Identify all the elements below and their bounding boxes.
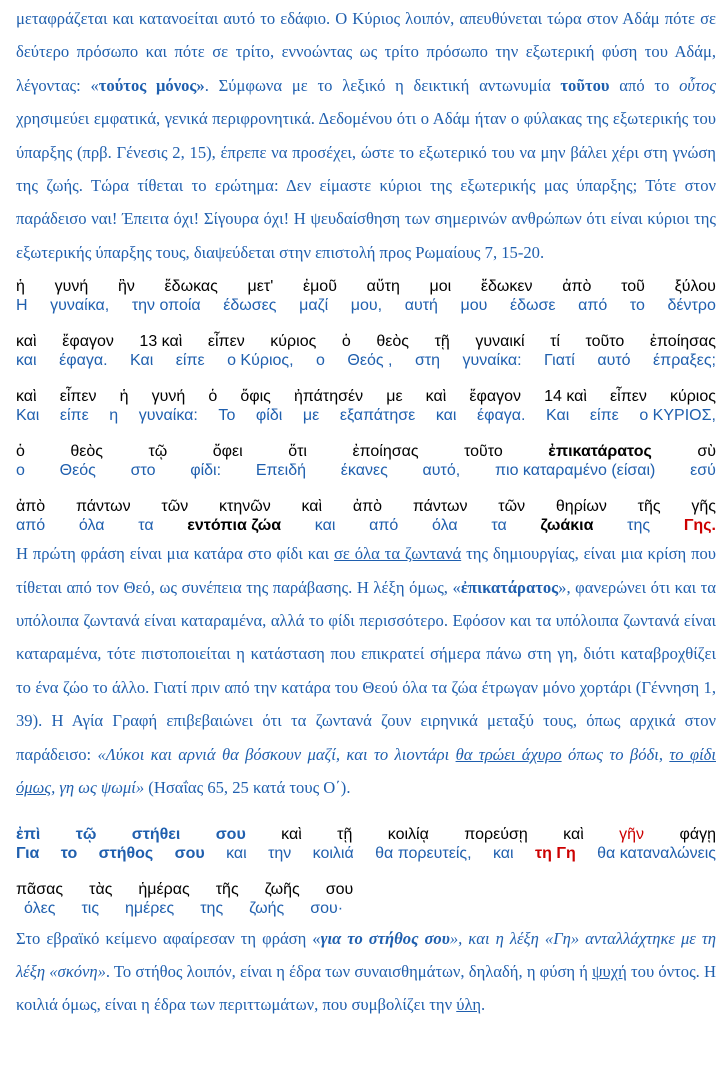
modern-word: Θεός , [347, 352, 393, 370]
greek-word: πορεύσῃ [464, 825, 528, 843]
greek-word-bold: ἐπὶ [16, 825, 41, 843]
greek-word: πάντων [75, 498, 131, 516]
modern-word: δέντρο [667, 297, 716, 315]
modern-word: είπε [589, 407, 619, 425]
greek-word: ἡ [119, 388, 129, 406]
text: του όντος. Η κοιλιά όμως, είναι η έδρα των περιττωμάτων, που συμβολίζει την [16, 961, 716, 1015]
text: . Σύμφωνα με το λεξικό η δεικτική αντωνυμία [204, 75, 561, 95]
underlined-text: ύλη [456, 995, 482, 1015]
italic-underlined-text: θα τρώει άχυρο [455, 744, 562, 764]
text: χρησιμεύει εμφατικά, γενικά περιφρονητικά. Δεδομένου ότι ο Αδάμ ήταν ο φύλακας της εξωτερικής του ύπαρξης (πρβ. Γένεσις 2, 15), έπρεπε να προσέχει, ώστε το εξωτερικό του να μην βάλει χέρι στη γνώση της ζωής. Τώρα τίθεται το ερώτημα: Δεν είμαστε κύριοι της εξωτερικής μας ύπαρξης; Τότε στον παράδεισο ναι! Έπειτα όχι! Σίγουρα όχι! Η ψευδαίσθηση των σημερινών ανθρώπων ότι είναι κύριοι της εξωτερικής ύπαρξης τους, διαψεύδεται στην επιστολή προς Ρωμαίους 7, 15-20. [16, 109, 716, 262]
modern-word: το [629, 297, 645, 315]
greek-word-bold: στήθει [131, 825, 181, 843]
modern-word: τις [81, 899, 100, 917]
greek-row [16, 387, 716, 406]
greek-word: τῇ [434, 333, 450, 351]
greek-word: καὶ [281, 825, 302, 843]
greek-word: κτηνῶν [219, 498, 271, 516]
greek-word: καὶ [16, 333, 37, 351]
greek-word: κύριος [270, 333, 317, 351]
modern-word: στη [414, 352, 441, 370]
bold-quote: τούτος μόνος» [98, 75, 205, 95]
bold-greek-word: τοῦτου [560, 75, 610, 95]
modern-word: και [226, 844, 247, 862]
modern-word-bold: ζωάκια [540, 517, 594, 535]
greek-word: ἠπάτησέν [293, 388, 364, 406]
greek-word: ἐποίησας [649, 333, 716, 351]
modern-word: γυναίκα, [50, 297, 110, 315]
greek-word: ἔφαγον [469, 388, 521, 406]
text: από το [609, 75, 680, 95]
modern-word: έφαγα. [477, 407, 526, 425]
modern-word: ο ΚΥΡΙΟΣ, [639, 407, 716, 425]
modern-word: σου· [310, 899, 344, 917]
greek-word: αὕτη [366, 278, 400, 296]
greek-word: τῶν [161, 498, 189, 516]
interlinear-line-7 [16, 880, 716, 918]
modern-word: ο Κύριος, [227, 352, 294, 370]
modern-word: Θεός [59, 462, 96, 480]
modern-word: είπε [175, 352, 205, 370]
modern-word: φίδι: [190, 462, 222, 480]
modern-word: μου [460, 297, 488, 315]
text: . Το στήθος λοιπόν, είναι η έδρα των συναισθημάτων, δηλαδή, η φύση ή [105, 961, 593, 981]
greek-word: θεὸς [376, 333, 410, 351]
modern-word: αυτό, [422, 462, 461, 480]
modern-word: ο [316, 352, 325, 370]
interlinear-line-5 [16, 497, 716, 535]
text: », φανερώνει ότι και τα υπόλοιπα ζωντανά είναι καταραμένα, αλλά το φίδι περισσότερο. Εφόσον και τα υπόλοιπα ζωντανά είναι καταραμένα, τότε πιστοποιείται η κατάσταση που επικρατεί σήμερα πάνω στη γη, διότι καταβροχθίζει το ένα ζώο το άλλο. Γιατί πριν από την κατάρα του Θεού όλα τα ζώα έτρωγαν μόνο χορτάρι (Γέννηση 1, 39). Η Αγία Γραφή επιβεβαιώνει ότι τα ζωντανά ζουν ειρηνικά μεταξύ τους, όπως αρχικά στον παράδεισο: [16, 577, 716, 764]
text: . [481, 995, 486, 1015]
modern-word: Γιατί [544, 352, 575, 370]
greek-word: τοῦτο [464, 443, 503, 461]
modern-word: έκανες [340, 462, 388, 480]
modern-word: την οποία [131, 297, 201, 315]
greek-word: κύριος [669, 388, 716, 406]
modern-row [16, 844, 716, 863]
italic-quote: «Λύκοι και αρνιά θα βόσκουν μαζί, και το λιοντάρι [97, 744, 456, 764]
text: μεταφράζεται και κατανοείται αυτό το εδάφιο. Ο Κύριος λοιπόν, απευθύνεται τώρα στον Αδάμ πότε σε δεύτερο πρόσωπο και πότε σε τρίτο, εννοώντας ως τρίτο πρόσωπο την εξωτερική φύση του Αδάμ, λέγοντας: « [16, 9, 716, 95]
italic-quote: όπως το βόδι, [561, 744, 670, 764]
greek-row [16, 880, 716, 899]
modern-word: εξαπάτησε [339, 407, 416, 425]
greek-word: ἀπὸ [352, 498, 383, 516]
greek-word: ἡμέρας [138, 880, 190, 898]
greek-word: γῆς [691, 498, 716, 516]
paragraph-2 [16, 537, 716, 804]
modern-word: Και [16, 407, 40, 425]
modern-word: γυναίκα: [138, 407, 198, 425]
greek-word: ἔδωκας [164, 278, 218, 296]
greek-word: ἀπὸ [16, 498, 46, 516]
modern-word: στο [130, 462, 156, 480]
greek-word: ἣν [117, 278, 135, 296]
modern-word: Το [218, 407, 236, 425]
modern-word: όλα [432, 517, 458, 535]
modern-word: έφαγα. [59, 352, 108, 370]
modern-row [16, 296, 716, 315]
modern-word-bold: στήθος [98, 844, 154, 862]
modern-word-bold: Για [16, 844, 40, 862]
greek-word: γυνή [54, 278, 89, 296]
greek-word: τί [550, 333, 560, 351]
greek-word: 14 καὶ [544, 388, 587, 406]
greek-word: πᾶσας [16, 880, 64, 898]
greek-word: σου [325, 880, 354, 898]
greek-word: ἔδωκεν [480, 278, 533, 296]
modern-row [16, 406, 716, 425]
greek-word: τῆς [637, 498, 661, 516]
modern-word: με [302, 407, 320, 425]
italic-quote: , γη ως ψωμί» [51, 778, 145, 798]
greek-word: μοι [429, 278, 452, 296]
greek-word: εἶπεν [207, 333, 245, 351]
greek-word: ξύλου [674, 278, 716, 296]
modern-row [16, 899, 716, 918]
interlinear-line-6 [16, 825, 716, 863]
greek-word: ὅτι [288, 443, 307, 461]
modern-word: η [109, 407, 119, 425]
modern-word-bold: το [60, 844, 78, 862]
modern-word: όλες [24, 899, 56, 917]
modern-word: και [435, 407, 457, 425]
greek-word: καὶ [563, 825, 584, 843]
modern-word: τα [138, 517, 154, 535]
greek-word-bold: σου [215, 825, 246, 843]
modern-word-red: τη Γη [534, 844, 576, 862]
modern-word: γυναίκα: [462, 352, 522, 370]
greek-word: τοῦ [621, 278, 645, 296]
greek-row [16, 825, 716, 844]
modern-row [16, 516, 716, 535]
greek-word: τῶν [498, 498, 526, 516]
greek-word: ὁ [208, 388, 218, 406]
underlined-text: ψυχή [592, 961, 627, 981]
modern-word: όλα [78, 517, 105, 535]
modern-word: ο [16, 462, 25, 480]
modern-word: της [200, 899, 224, 917]
modern-word: εσύ [690, 462, 716, 480]
greek-word: ἡ [16, 278, 25, 296]
interlinear-line-3 [16, 387, 716, 425]
document-page [16, 2, 716, 1022]
interlinear-line-1 [16, 277, 716, 315]
modern-word: και [314, 517, 336, 535]
text: της δημιουργίας, είναι μια κρίση που τίθεται από τον Θεό, ως συνέπεια της παράβασης. Η λέξη όμως, « [16, 544, 716, 597]
text: (Ησαΐας 65, 25 κατά τους Ο΄). [144, 778, 351, 798]
greek-word: μετ' [247, 278, 274, 296]
greek-word: ὁ [16, 443, 25, 461]
modern-word: θα καταναλώνεις [597, 844, 716, 862]
interlinear-line-4 [16, 442, 716, 480]
greek-word: ζωῆς [264, 880, 300, 898]
italic-greek-word: οὗτος [679, 75, 717, 95]
greek-word: με [386, 388, 403, 406]
greek-word: ὁ [341, 333, 351, 351]
interlinear-line-2 [16, 332, 716, 370]
greek-word: εἶπεν [610, 388, 647, 406]
modern-word: Και [130, 352, 154, 370]
greek-row [16, 497, 716, 516]
greek-word-red: γῆν [619, 825, 645, 843]
greek-row [16, 442, 716, 461]
modern-row [16, 351, 716, 370]
modern-word: Και [546, 407, 570, 425]
modern-word: είπε [59, 407, 89, 425]
modern-word-bold: εντόπια ζώα [187, 517, 282, 535]
bold-greek-word: ἐπικατάρατος [460, 577, 559, 597]
italic-underlined-text: το φίδι όμως [16, 744, 716, 798]
greek-word: ἔφαγον [62, 333, 114, 351]
italic-text: », και η λέξη «Γη» ανταλλάχτηκε με τη λέξη «σκόνη» [16, 928, 716, 981]
paragraph-3 [16, 922, 716, 1022]
greek-word: σὺ [697, 443, 716, 461]
modern-word: Η [16, 297, 28, 315]
greek-word: πάντων [412, 498, 468, 516]
modern-word: ζωής [249, 899, 285, 917]
modern-row [16, 461, 716, 480]
greek-word: ὄφει [212, 443, 243, 461]
modern-word: ημέρες [125, 899, 175, 917]
modern-word: αυτό [597, 352, 631, 370]
greek-word: θηρίων [555, 498, 607, 516]
greek-word: καὶ [16, 388, 37, 406]
text: Στο εβραϊκό κείμενο αφαίρεσαν τη φράση « [16, 928, 321, 948]
greek-row [16, 277, 716, 296]
modern-word: από [16, 517, 46, 535]
greek-word: εἶπεν [59, 388, 97, 406]
paragraph-1 [16, 2, 716, 269]
text: Η πρώτη φράση είναι μια κατάρα στο φίδι και [16, 544, 334, 564]
underlined-text: σε όλα τα ζωντανά [333, 544, 462, 564]
modern-word: θα πορευτείς, [375, 844, 472, 862]
greek-word: ἐποίησας [352, 443, 419, 461]
modern-word: την [268, 844, 292, 862]
modern-word: πιο καταραμένο (είσαι) [494, 462, 656, 480]
modern-word: κοιλιά [312, 844, 354, 862]
modern-word-bold: σου [174, 844, 205, 862]
greek-word: ἀπὸ [562, 278, 592, 296]
greek-word-bold: τῷ [75, 825, 97, 843]
modern-word-red: Γης. [683, 517, 716, 535]
greek-word: τὰς [89, 880, 113, 898]
greek-word: τῷ [148, 443, 168, 461]
bold-italic-phrase: για το στήθος σου [320, 928, 450, 948]
greek-word: γυνή [151, 388, 186, 406]
modern-word: μου, [350, 297, 383, 315]
modern-word: από [578, 297, 608, 315]
greek-word: τῇ [337, 825, 353, 843]
modern-word: έδωσε [509, 297, 556, 315]
greek-word: ὄφις [240, 388, 271, 406]
greek-word: τῆς [215, 880, 239, 898]
greek-word: 13 καὶ [139, 333, 183, 351]
greek-word: καὶ [425, 388, 447, 406]
greek-word: φάγῃ [679, 825, 716, 843]
modern-word: αυτή [404, 297, 438, 315]
modern-word: και [16, 352, 37, 370]
modern-word: έπραξες; [653, 352, 716, 370]
modern-word: και [492, 844, 514, 862]
modern-word: Επειδή [255, 462, 307, 480]
greek-word: θεὸς [70, 443, 104, 461]
greek-word: ἐμοῦ [302, 278, 337, 296]
modern-word: φίδι [255, 407, 283, 425]
modern-word: έδωσες [223, 297, 277, 315]
modern-word: τα [491, 517, 507, 535]
modern-word: από [369, 517, 399, 535]
greek-word: γυναικί [475, 333, 525, 351]
greek-word: τοῦτο [585, 333, 625, 351]
greek-word-bold: ἐπικατάρατος [548, 443, 652, 461]
modern-word: μαζί [299, 297, 329, 315]
modern-word: της [627, 517, 651, 535]
greek-row [16, 332, 716, 351]
greek-word: κοιλίᾳ [387, 825, 429, 843]
greek-word: καὶ [301, 498, 323, 516]
